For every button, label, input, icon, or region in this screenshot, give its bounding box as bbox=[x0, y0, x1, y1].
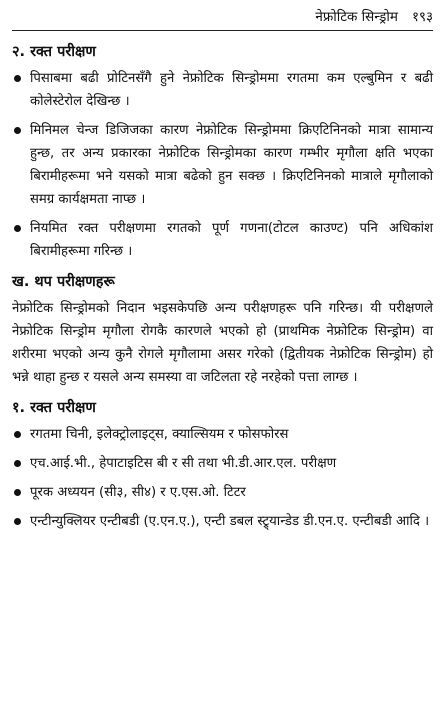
list-item-text: नियमित रक्त परीक्षणमा रगतको पूर्ण गणना(टोटल काउण्ट) पनि अधिकांश बिरामीहरूमा गरिन्छ । bbox=[30, 221, 433, 259]
section-heading-blood-tests: २. रक्त परीक्षण bbox=[12, 44, 96, 60]
list-item bbox=[12, 423, 433, 446]
bullet-icon bbox=[14, 431, 21, 438]
list-item-text: एन्टीन्युक्लियर एन्टीबडी (ए.एन.ए.), एन्टी डबल स्ट्र्यान्डेड डी.एन.ए. एन्टीबडी आदि । bbox=[30, 514, 430, 529]
list-item-text: रगतमा चिनी, इलेक्ट्रोलाइट्स, क्याल्सियम र फोसफोरस bbox=[30, 427, 289, 442]
blood-tests-2-list bbox=[12, 423, 433, 533]
list-item-text: पिसाबमा बढी प्रोटिनसँगै हुने नेफ्रोटिक सिन्ड्रोममा रगतमा कम एल्बुमिन र बढी कोलेस्टेरोल देखिन्छ । bbox=[30, 71, 433, 109]
list-item bbox=[12, 119, 433, 211]
list-item bbox=[12, 510, 433, 533]
bullet-icon bbox=[14, 75, 21, 82]
bullet-icon bbox=[14, 489, 21, 496]
section-heading-additional-tests: ख. थप परीक्षणहरू bbox=[12, 274, 115, 290]
list-item-text: एच.आई.भी., हेपाटाइटिस बी र सी तथा भी.डी.आर.एल. परीक्षण bbox=[30, 456, 337, 471]
paragraph-additional-tests: नेफ्रोटिक सिन्ड्रोमको निदान भइसकेपछि अन्य परीक्षणहरू पनि गरिन्छ। यी परीक्षणले नेफ्रोटिक सिन्ड्रोम मृगौला रोगकै कारणले भएको हो (प्राथमिक नेफ्रोटिक सिन्ड्रोम) वा शरीरमा भएको अन्य कुनै रोगले मृगौलामा असर गरेको (द्वितीयक नेफ्रोटिक सिन्ड्रोम) हो भन्ने थाहा हुन्छ र यसले अन्य समस्या वा जटिलता रहे नरहेको पत्ता लाग्छ । bbox=[12, 301, 433, 385]
list-item-text: पूरक अध्ययन (सी३, सी४) र ए.एस.ओ. टिटर bbox=[30, 485, 246, 500]
section-heading-blood-tests-2: १. रक्त परीक्षण bbox=[12, 400, 96, 416]
header-divider bbox=[12, 30, 433, 31]
list-item bbox=[12, 67, 433, 113]
list-item bbox=[12, 452, 433, 475]
list-item-text: मिनिमल चेन्ज डिजिजका कारण नेफ्रोटिक सिन्ड्रोममा क्रिएटिनिनको मात्रा सामान्य हुन्छ, तर अन्य प्रकारका नेफ्रोटिक सिन्ड्रोमका कारण गम्भीर मृगौला क्षति भएका बिरामीहरूमा भने यसको मात्रा बढेको हुन सक्छ । क्रिएटिनिनको मात्राले मृगौलाको समग्र कार्यक्षमता नाप्छ । bbox=[30, 123, 433, 207]
list-item bbox=[12, 481, 433, 504]
bullet-icon bbox=[14, 225, 21, 232]
running-header-title: नेफ्रोटिक सिन्ड्रोम bbox=[315, 9, 398, 25]
bullet-icon bbox=[14, 460, 21, 467]
running-header bbox=[12, 6, 433, 28]
list-item bbox=[12, 217, 433, 263]
bullet-icon bbox=[14, 518, 21, 525]
blood-tests-list bbox=[12, 67, 433, 263]
page-number: १९३ bbox=[411, 9, 433, 25]
bullet-icon bbox=[14, 127, 21, 134]
